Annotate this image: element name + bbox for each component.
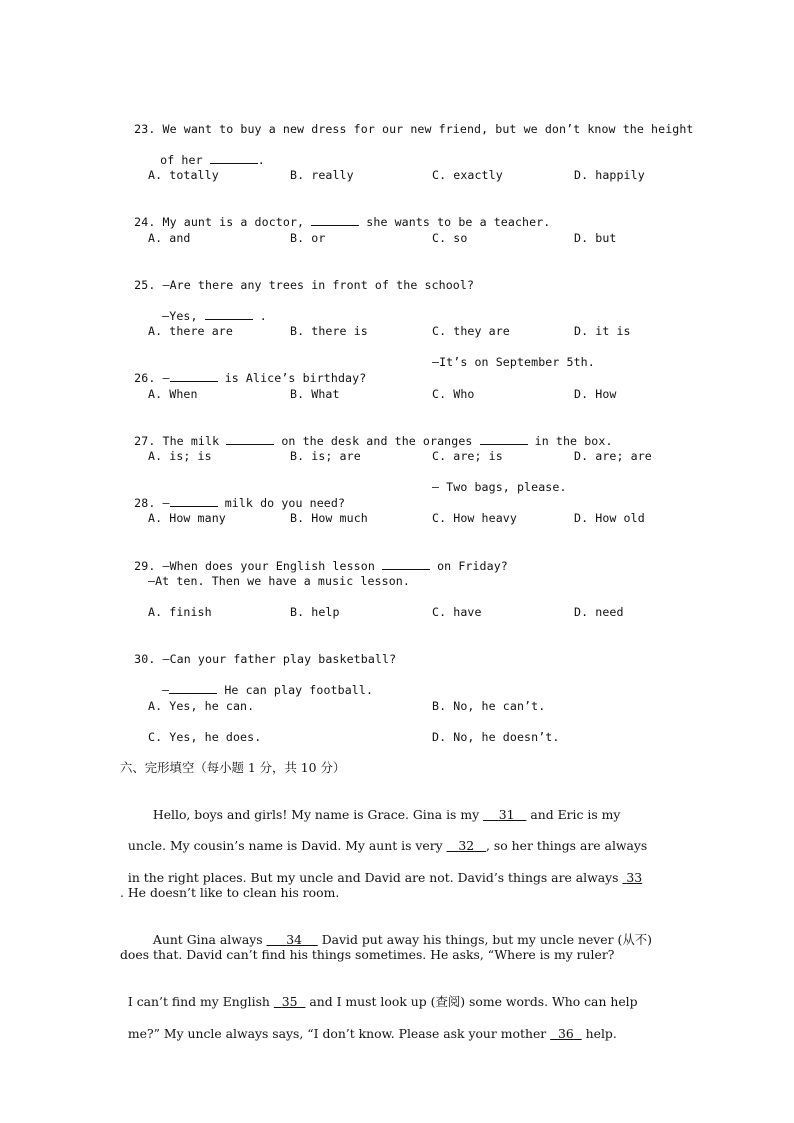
blank-35-number: 35 [281, 994, 298, 1009]
q23-blank [210, 152, 258, 164]
q29-option-a: A. finish [148, 605, 212, 619]
q30-reply-a: — [162, 683, 170, 697]
q25-reply-b: . [252, 309, 267, 323]
q25-question: —Are there any trees in front of the school? [162, 278, 475, 292]
q26-number: 26. [134, 371, 156, 385]
q24-option-c: C. so [432, 231, 468, 245]
q25-option-a: A. there are [148, 324, 233, 338]
passage-text: help. [581, 1026, 617, 1041]
q23-option-a: A. totally [148, 168, 219, 182]
q26-stem-b: is Alice’s birthday? [217, 371, 367, 385]
q25-reply-a: —Yes, [162, 309, 205, 323]
passage-text: Aunt Gina always [152, 932, 267, 947]
blank-32-number: 32 [458, 838, 475, 853]
passage-line-7 [120, 978, 638, 1010]
passage-line-3 [120, 854, 642, 886]
q24-option-d: D. but [574, 231, 617, 245]
q27-blank-2 [480, 433, 528, 445]
q24-stem-b: she wants to be a teacher. [359, 215, 551, 229]
q27-stem-c: in the box. [527, 434, 613, 448]
section-heading: 六、完形填空（每小题 1 分，共 10 分） [120, 760, 346, 775]
q24-number: 24. [134, 215, 156, 229]
q29-option-c: C. have [432, 605, 482, 619]
q25-line1 [120, 261, 474, 293]
q29-line1 [120, 542, 508, 574]
q29-option-b: B. help [290, 605, 340, 619]
q23-option-b: B. really [290, 168, 354, 182]
blank-36 [550, 1026, 582, 1041]
q29-number: 29. [134, 559, 156, 573]
q26-option-d: D. How [574, 387, 617, 401]
blank-34 [267, 932, 318, 947]
passage-text: uncle. My cousin’s name is David. My aunt is very [127, 838, 447, 853]
q23-stem-text2: of her [160, 153, 210, 167]
passage-text: me?” My uncle always says, “I don’t know. Please ask your mother [127, 1026, 551, 1041]
q27-blank-1 [226, 433, 274, 445]
q23-number: 23. [134, 122, 156, 136]
q27-option-b: B. is; are [290, 449, 361, 463]
passage-line-4: . He doesn’t like to clean his room. [120, 885, 340, 900]
q28-option-c: C. How heavy [432, 511, 517, 525]
blank-36-number: 36 [558, 1026, 574, 1041]
blank-33 [622, 870, 642, 885]
q28-blank [170, 495, 218, 507]
q28-reply: — Two bags, please. [432, 480, 567, 494]
q23-stem-text: We want to buy a new dress for our new friend, but we don’t know the height [162, 122, 694, 136]
q27-number: 27. [134, 434, 156, 448]
blank-33-number: 33 [626, 870, 643, 885]
q25-blank [205, 308, 253, 320]
q25-number: 25. [134, 278, 156, 292]
q23-stem-line2 [146, 136, 265, 168]
q26-stem [120, 354, 366, 386]
blank-31-number: 31 [498, 807, 515, 822]
q29-option-d: D. need [574, 605, 624, 619]
q26-option-b: B. What [290, 387, 340, 401]
q27-option-d: D. are; are [574, 449, 652, 463]
passage-text: in the right places. But my uncle and David are not. David’s things are always [127, 870, 623, 885]
q29-blank [382, 558, 430, 570]
q29-line2: —At ten. Then we have a music lesson. [148, 574, 410, 588]
q27-stem-a: The milk [162, 434, 227, 448]
passage-text: David put away his things, but my uncle never (从不) [317, 932, 652, 947]
q24-stem [120, 198, 550, 230]
q28-number: 28. [134, 496, 156, 510]
q28-option-b: B. How much [290, 511, 368, 525]
blank-32 [447, 838, 486, 853]
q28-option-a: A. How many [148, 511, 226, 525]
q26-reply: —It’s on September 5th. [432, 355, 595, 369]
q26-option-c: C. Who [432, 387, 475, 401]
q30-question: —Can your father play basketball? [162, 652, 397, 666]
q30-line1 [120, 635, 396, 667]
q26-blank [170, 370, 218, 382]
q30-option-c: C. Yes, he does. [148, 730, 262, 744]
q28-stem [120, 479, 345, 511]
q23-option-d: D. happily [574, 168, 645, 182]
q28-stem-a: — [162, 496, 170, 510]
passage-line-6: does that. David can’t find his things sometimes. He asks, “Where is my ruler? [120, 947, 615, 962]
q26-stem-a: — [162, 371, 170, 385]
q27-stem-b: on the desk and the oranges [274, 434, 480, 448]
passage-text: and I must look up (查阅) some words. Who can help [305, 994, 638, 1009]
passage-text: I can’t find my English [127, 994, 274, 1009]
q25-option-b: B. there is [290, 324, 368, 338]
passage-line-8 [120, 1010, 617, 1042]
q23-option-c: C. exactly [432, 168, 503, 182]
q30-option-a: A. Yes, he can. [148, 699, 255, 713]
q24-stem-a: My aunt is a doctor, [162, 215, 312, 229]
q27-stem [120, 417, 613, 449]
q24-blank [311, 214, 359, 226]
passage-line-2 [120, 822, 647, 854]
blank-35 [274, 994, 306, 1009]
q25-line2 [148, 292, 267, 324]
q30-number: 30. [134, 652, 156, 666]
q27-option-c: C. are; is [432, 449, 503, 463]
q25-option-c: C. they are [432, 324, 510, 338]
q29-question-b: on Friday? [430, 559, 508, 573]
q24-option-a: A. and [148, 231, 191, 245]
q28-stem-b: milk do you need? [217, 496, 346, 510]
q30-option-d: D. No, he doesn’t. [432, 730, 560, 744]
q25-option-d: D. it is [574, 324, 631, 338]
passage-text: , so her things are always [486, 838, 648, 853]
q24-option-b: B. or [290, 231, 326, 245]
q30-option-b: B. No, he can’t. [432, 699, 546, 713]
q28-option-d: D. How old [574, 511, 645, 525]
q29-question-a: —When does your English lesson [162, 559, 382, 573]
passage-line-5 [145, 916, 652, 948]
blank-31 [483, 807, 526, 822]
passage-text: and Eric is my [526, 807, 621, 822]
q30-line2 [148, 666, 373, 698]
q30-blank [169, 682, 217, 694]
q23-stem-end: . [257, 153, 265, 167]
blank-34-number: 34 [286, 932, 303, 947]
passage-line-1 [145, 791, 620, 823]
q30-reply-b: He can play football. [217, 683, 374, 697]
passage-text: Hello, boys and girls! My name is Grace. Gina is my [152, 807, 484, 822]
q26-option-a: A. When [148, 387, 198, 401]
q23-stem-line1 [120, 105, 694, 137]
q27-option-a: A. is; is [148, 449, 212, 463]
